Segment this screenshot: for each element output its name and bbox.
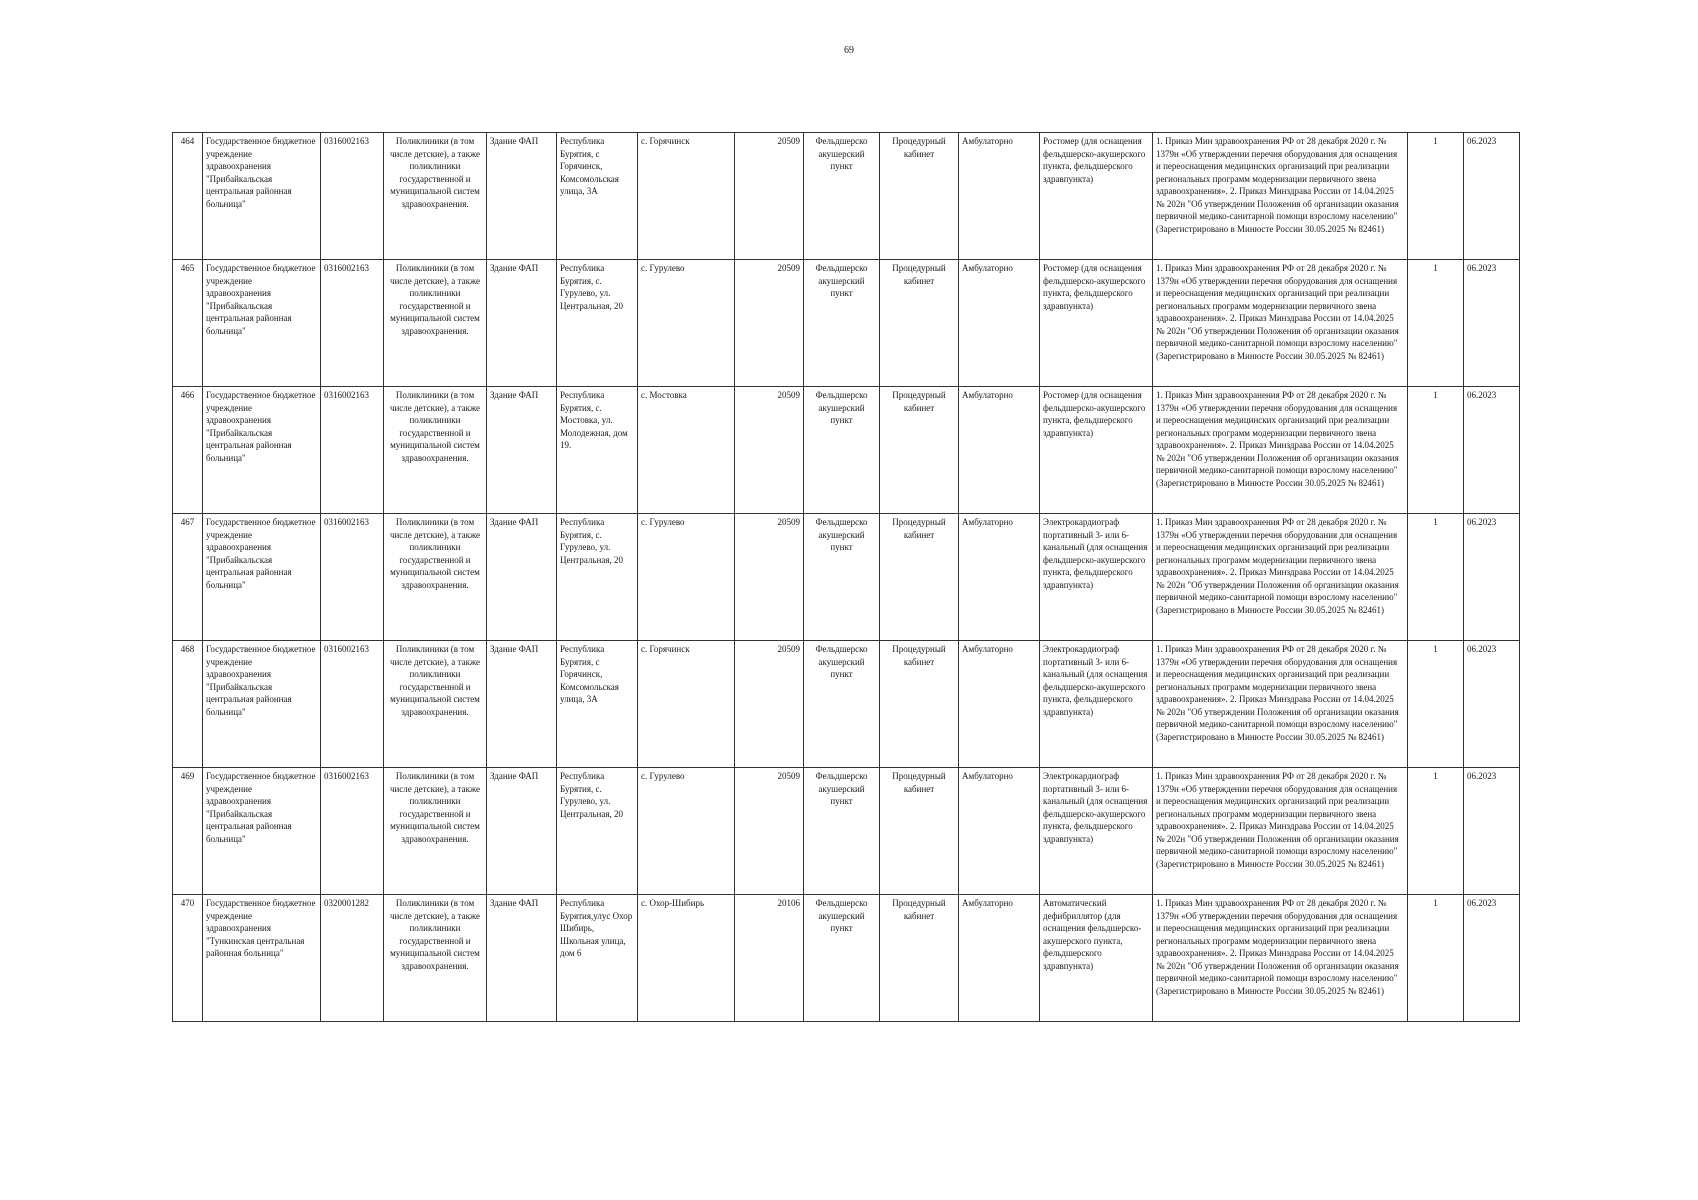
building-name-cell: Здание ФАП xyxy=(487,641,557,768)
table-row xyxy=(173,387,1520,514)
organization-name-cell: Государственное бюджетное учреждение здравоохранения "Прибайкальская центральная районная больница" xyxy=(203,641,321,768)
unit-name-cell: Фельдшерско акушерский пункт xyxy=(804,514,880,641)
unit-name-cell: Фельдшерско акушерский пункт xyxy=(804,387,880,514)
equipment-name-cell: Электрокардиограф портативный 3- или 6-канальный (для оснащения фельдшерско-акушерского пункта, фельдшерского здравпункта) xyxy=(1040,514,1153,641)
legal-basis-cell: 1. Приказ Мин здравоохранения РФ от 28 декабря 2020 г. № 1379н «Об утверждении перечня оборудования для оснащения и переоснащения медицинских организаций при реализации региональных программ модернизации первичного звена здравоохранения». 2. Приказ Минздрава России от 14.04.2025 № 202н "Об утверждении Положения об организации оказания первичной медико-санитарной помощи взрослому населению" (Зарегистрировано в Минюсте России 30.05.2025 № 82461) xyxy=(1153,260,1408,387)
organization-name-cell: Государственное бюджетное учреждение здравоохранения "Прибайкальская центральная районная больница" xyxy=(203,514,321,641)
locality-code-cell: 20509 xyxy=(735,641,804,768)
legal-basis-cell: 1. Приказ Мин здравоохранения РФ от 28 декабря 2020 г. № 1379н «Об утверждении перечня оборудования для оснащения и переоснащения медицинских организаций при реализации региональных программ модернизации первичного звена здравоохранения». 2. Приказ Минздрава России от 14.04.2025 № 202н "Об утверждении Положения об организации оказания первичной медико-санитарной помощи взрослому населению" (Зарегистрировано в Минюсте России 30.05.2025 № 82461) xyxy=(1153,895,1408,1022)
equipment-name-cell: Электрокардиограф портативный 3- или 6-канальный (для оснащения фельдшерско-акушерского пункта, фельдшерского здравпункта) xyxy=(1040,641,1153,768)
table-row xyxy=(173,260,1520,387)
equipment-name-cell: Ростомер (для оснащения фельдшерско-акушерского пункта, фельдшерского здравпункта) xyxy=(1040,260,1153,387)
quantity-cell: 1 xyxy=(1408,514,1464,641)
building-name-cell: Здание ФАП xyxy=(487,387,557,514)
locality-code-cell: 20509 xyxy=(735,514,804,641)
quantity-cell: 1 xyxy=(1408,895,1464,1022)
row-number-cell: 464 xyxy=(173,133,203,260)
facility-type-cell: Поликлиники (в том числе детские), а также поликлиники государственной и муниципальной систем здравоохранения. xyxy=(384,514,487,641)
address-cell: Республика Бурятия, с. Гурулево, ул. Центральная, 20 xyxy=(557,514,638,641)
unit-name-cell: Фельдшерско акушерский пункт xyxy=(804,768,880,895)
legal-basis-cell: 1. Приказ Мин здравоохранения РФ от 28 декабря 2020 г. № 1379н «Об утверждении перечня оборудования для оснащения и переоснащения медицинских организаций при реализации региональных программ модернизации первичного звена здравоохранения». 2. Приказ Минздрава России от 14.04.2025 № 202н "Об утверждении Положения об организации оказания первичной медико-санитарной помощи взрослому населению" (Зарегистрировано в Минюсте России 30.05.2025 № 82461) xyxy=(1153,133,1408,260)
row-number-cell: 469 xyxy=(173,768,203,895)
equipment-name-cell: Ростомер (для оснащения фельдшерско-акушерского пункта, фельдшерского здравпункта) xyxy=(1040,387,1153,514)
equipment-registry-table xyxy=(172,132,1520,1022)
table-row xyxy=(173,641,1520,768)
address-cell: Республика Бурятия, с. Мостовка, ул. Молодежная, дом 19. xyxy=(557,387,638,514)
table-row xyxy=(173,514,1520,641)
locality-code-cell: 20106 xyxy=(735,895,804,1022)
locality-cell: с. Охор-Шибирь xyxy=(638,895,735,1022)
quantity-cell: 1 xyxy=(1408,641,1464,768)
facility-type-cell: Поликлиники (в том числе детские), а также поликлиники государственной и муниципальной систем здравоохранения. xyxy=(384,895,487,1022)
page-number: 69 xyxy=(844,45,854,56)
room-name-cell: Процедурный кабинет xyxy=(880,387,959,514)
locality-code-cell: 20509 xyxy=(735,260,804,387)
row-number-cell: 466 xyxy=(173,387,203,514)
unit-name-cell: Фельдшерско акушерский пункт xyxy=(804,641,880,768)
quantity-cell: 1 xyxy=(1408,768,1464,895)
care-mode-cell: Амбулаторно xyxy=(959,514,1040,641)
room-name-cell: Процедурный кабинет xyxy=(880,641,959,768)
care-mode-cell: Амбулаторно xyxy=(959,387,1040,514)
date-cell: 06.2023 xyxy=(1464,895,1520,1022)
unit-name-cell: Фельдшерско акушерский пункт xyxy=(804,133,880,260)
equipment-name-cell: Электрокардиограф портативный 3- или 6-канальный (для оснащения фельдшерско-акушерского пункта, фельдшерского здравпункта) xyxy=(1040,768,1153,895)
organization-code-cell: 0316002163 xyxy=(321,260,384,387)
organization-name-cell: Государственное бюджетное учреждение здравоохранения "Прибайкальская центральная районная больница" xyxy=(203,133,321,260)
care-mode-cell: Амбулаторно xyxy=(959,641,1040,768)
building-name-cell: Здание ФАП xyxy=(487,133,557,260)
locality-cell: с. Гурулево xyxy=(638,768,735,895)
care-mode-cell: Амбулаторно xyxy=(959,895,1040,1022)
locality-code-cell: 20509 xyxy=(735,768,804,895)
address-cell: Республика Бурятия, с. Гурулево, ул. Центральная, 20 xyxy=(557,260,638,387)
date-cell: 06.2023 xyxy=(1464,641,1520,768)
unit-name-cell: Фельдшерско акушерский пункт xyxy=(804,895,880,1022)
room-name-cell: Процедурный кабинет xyxy=(880,514,959,641)
legal-basis-cell: 1. Приказ Мин здравоохранения РФ от 28 декабря 2020 г. № 1379н «Об утверждении перечня оборудования для оснащения и переоснащения медицинских организаций при реализации региональных программ модернизации первичного звена здравоохранения». 2. Приказ Минздрава России от 14.04.2025 № 202н "Об утверждении Положения об организации оказания первичной медико-санитарной помощи взрослому населению" (Зарегистрировано в Минюсте России 30.05.2025 № 82461) xyxy=(1153,514,1408,641)
address-cell: Республика Бурятия,улус Охор Шибирь, Школьная улица, дом 6 xyxy=(557,895,638,1022)
organization-name-cell: Государственное бюджетное учреждение здравоохранения "Тункинская центральная районная больница" xyxy=(203,895,321,1022)
organization-name-cell: Государственное бюджетное учреждение здравоохранения "Прибайкальская центральная районная больница" xyxy=(203,260,321,387)
table-body xyxy=(173,133,1520,1022)
building-name-cell: Здание ФАП xyxy=(487,895,557,1022)
organization-code-cell: 0316002163 xyxy=(321,514,384,641)
date-cell: 06.2023 xyxy=(1464,387,1520,514)
address-cell: Республика Бурятия, с. Гурулево, ул. Центральная, 20 xyxy=(557,768,638,895)
organization-code-cell: 0316002163 xyxy=(321,768,384,895)
row-number-cell: 470 xyxy=(173,895,203,1022)
equipment-name-cell: Автоматический дефибриллятор (для оснащения фельдшерско-акушерского пункта, фельдшерского здравпункта) xyxy=(1040,895,1153,1022)
legal-basis-cell: 1. Приказ Мин здравоохранения РФ от 28 декабря 2020 г. № 1379н «Об утверждении перечня оборудования для оснащения и переоснащения медицинских организаций при реализации региональных программ модернизации первичного звена здравоохранения». 2. Приказ Минздрава России от 14.04.2025 № 202н "Об утверждении Положения об организации оказания первичной медико-санитарной помощи взрослому населению" (Зарегистрировано в Минюсте России 30.05.2025 № 82461) xyxy=(1153,768,1408,895)
building-name-cell: Здание ФАП xyxy=(487,514,557,641)
building-name-cell: Здание ФАП xyxy=(487,768,557,895)
row-number-cell: 467 xyxy=(173,514,203,641)
locality-code-cell: 20509 xyxy=(735,133,804,260)
locality-cell: с. Гурулево xyxy=(638,260,735,387)
address-cell: Республика Бурятия, с Горячинск, Комсомольская улица, 3А xyxy=(557,133,638,260)
room-name-cell: Процедурный кабинет xyxy=(880,768,959,895)
locality-cell: с. Мостовка xyxy=(638,387,735,514)
facility-type-cell: Поликлиники (в том числе детские), а также поликлиники государственной и муниципальной систем здравоохранения. xyxy=(384,133,487,260)
locality-code-cell: 20509 xyxy=(735,387,804,514)
quantity-cell: 1 xyxy=(1408,133,1464,260)
legal-basis-cell: 1. Приказ Мин здравоохранения РФ от 28 декабря 2020 г. № 1379н «Об утверждении перечня оборудования для оснащения и переоснащения медицинских организаций при реализации региональных программ модернизации первичного звена здравоохранения». 2. Приказ Минздрава России от 14.04.2025 № 202н "Об утверждении Положения об организации оказания первичной медико-санитарной помощи взрослому населению" (Зарегистрировано в Минюсте России 30.05.2025 № 82461) xyxy=(1153,387,1408,514)
care-mode-cell: Амбулаторно xyxy=(959,768,1040,895)
facility-type-cell: Поликлиники (в том числе детские), а также поликлиники государственной и муниципальной систем здравоохранения. xyxy=(384,387,487,514)
date-cell: 06.2023 xyxy=(1464,133,1520,260)
locality-cell: с. Горячинск xyxy=(638,133,735,260)
room-name-cell: Процедурный кабинет xyxy=(880,260,959,387)
facility-type-cell: Поликлиники (в том числе детские), а также поликлиники государственной и муниципальной систем здравоохранения. xyxy=(384,768,487,895)
room-name-cell: Процедурный кабинет xyxy=(880,133,959,260)
row-number-cell: 468 xyxy=(173,641,203,768)
facility-type-cell: Поликлиники (в том числе детские), а также поликлиники государственной и муниципальной систем здравоохранения. xyxy=(384,260,487,387)
table-row xyxy=(173,133,1520,260)
locality-cell: с. Горячинск xyxy=(638,641,735,768)
care-mode-cell: Амбулаторно xyxy=(959,260,1040,387)
date-cell: 06.2023 xyxy=(1464,768,1520,895)
organization-code-cell: 0316002163 xyxy=(321,133,384,260)
date-cell: 06.2023 xyxy=(1464,514,1520,641)
address-cell: Республика Бурятия, с Горячинск, Комсомольская улица, 3А xyxy=(557,641,638,768)
quantity-cell: 1 xyxy=(1408,260,1464,387)
table-row xyxy=(173,768,1520,895)
locality-cell: с. Гурулево xyxy=(638,514,735,641)
organization-code-cell: 0320001282 xyxy=(321,895,384,1022)
building-name-cell: Здание ФАП xyxy=(487,260,557,387)
organization-code-cell: 0316002163 xyxy=(321,641,384,768)
quantity-cell: 1 xyxy=(1408,387,1464,514)
legal-basis-cell: 1. Приказ Мин здравоохранения РФ от 28 декабря 2020 г. № 1379н «Об утверждении перечня оборудования для оснащения и переоснащения медицинских организаций при реализации региональных программ модернизации первичного звена здравоохранения». 2. Приказ Минздрава России от 14.04.2025 № 202н "Об утверждении Положения об организации оказания первичной медико-санитарной помощи взрослому населению" (Зарегистрировано в Минюсте России 30.05.2025 № 82461) xyxy=(1153,641,1408,768)
table-row xyxy=(173,895,1520,1022)
row-number-cell: 465 xyxy=(173,260,203,387)
facility-type-cell: Поликлиники (в том числе детские), а также поликлиники государственной и муниципальной систем здравоохранения. xyxy=(384,641,487,768)
care-mode-cell: Амбулаторно xyxy=(959,133,1040,260)
organization-name-cell: Государственное бюджетное учреждение здравоохранения "Прибайкальская центральная районная больница" xyxy=(203,387,321,514)
equipment-name-cell: Ростомер (для оснащения фельдшерско-акушерского пункта, фельдшерского здравпункта) xyxy=(1040,133,1153,260)
organization-code-cell: 0316002163 xyxy=(321,387,384,514)
organization-name-cell: Государственное бюджетное учреждение здравоохранения "Прибайкальская центральная районная больница" xyxy=(203,768,321,895)
date-cell: 06.2023 xyxy=(1464,260,1520,387)
unit-name-cell: Фельдшерско акушерский пункт xyxy=(804,260,880,387)
room-name-cell: Процедурный кабинет xyxy=(880,895,959,1022)
